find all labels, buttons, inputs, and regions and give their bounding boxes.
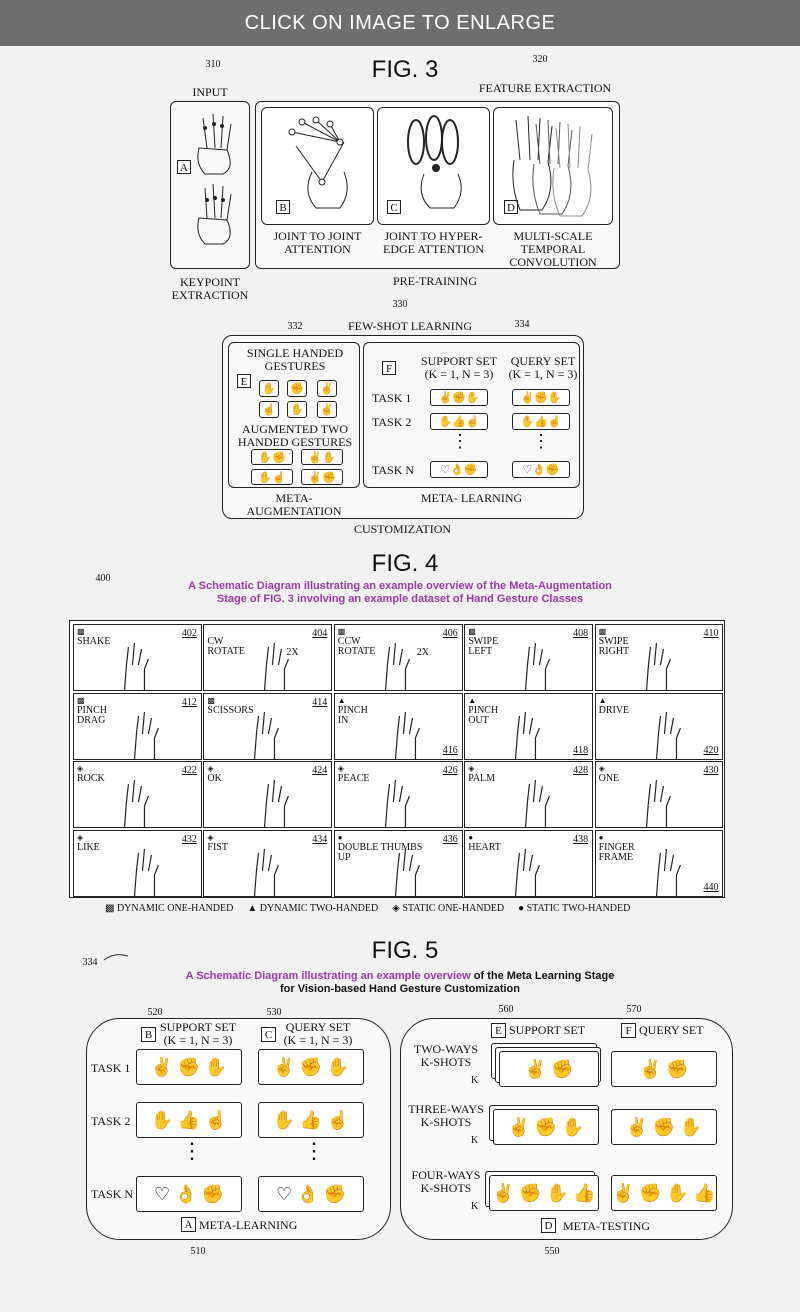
ref-510: 510 (190, 1246, 206, 1257)
gesture-ref-number: 440 (703, 881, 719, 893)
gesture-name: PINCH OUT (468, 704, 499, 726)
tag-a: A (181, 1217, 196, 1232)
gesture-cell (464, 830, 593, 897)
ref-560: 560 (498, 1004, 514, 1015)
query-row-task2: ✋ 👍 ☝ (258, 1102, 364, 1138)
gesture-ref-number: 428 (573, 765, 589, 777)
gesture-cell (334, 830, 463, 897)
ref-320: 320 (532, 54, 548, 65)
ref-310: 310 (205, 59, 221, 70)
task-2-label: TASK 2 (372, 415, 412, 429)
joint-attention-box (261, 107, 374, 225)
gesture-type-marker: ▩ (468, 627, 476, 636)
query-three-ways: ✌ ✊ ✋ (611, 1109, 717, 1145)
three-ways-label: THREE-WAYS K-SHOTS (408, 1102, 484, 1129)
hand-gesture-sketch (74, 625, 202, 691)
task-n-label: TASK N (91, 1187, 134, 1201)
hand-gesture-sketch (596, 625, 724, 691)
legend-dynamic-two-handed: ▲ DYNAMIC TWO-HANDED (247, 903, 379, 914)
gesture-type-marker: ▩ (598, 627, 607, 636)
tag-e: E (237, 374, 251, 388)
query-row: ✌✊✋ (512, 389, 570, 406)
single-handed-label: SINGLE HANDED GESTURES (246, 346, 344, 373)
support-row-task2: ✋ 👍 ☝ (136, 1102, 242, 1138)
ref-330: 330 (392, 299, 408, 310)
gesture-cell (464, 624, 593, 691)
gesture-icon: ✋ (287, 401, 307, 418)
gesture-icon: ☝ (259, 401, 279, 418)
input-panel (170, 101, 250, 269)
task-1-label: TASK 1 (91, 1061, 131, 1075)
meta-learning-label: META- LEARNING (420, 491, 523, 505)
query-row: ✋👍☝ (512, 413, 570, 430)
temporal-convolution-label: MULTI-SCALE TEMPORAL CONVOLUTION (509, 229, 597, 269)
gesture-name: DRIVE (598, 704, 630, 716)
gesture-name: LIKE (77, 841, 100, 853)
ref-arrow-icon (102, 950, 132, 964)
feature-extraction-label: FEATURE EXTRACTION (478, 81, 612, 95)
tag-b: B (141, 1027, 156, 1042)
task-1-label: TASK 1 (372, 391, 412, 405)
gesture-ref-number: 424 (312, 765, 328, 777)
gesture-icon: ✊ (287, 380, 307, 397)
gesture-type-marker: ▩ (207, 695, 215, 705)
enlarge-banner[interactable]: CLICK ON IMAGE TO ENLARGE (0, 0, 800, 46)
query-row-task1: ✌ ✊ ✋ (258, 1049, 364, 1085)
hand-gesture-sketch (74, 831, 202, 897)
ref-334-fig3: 334 (514, 319, 530, 330)
meta-testing-label: META-TESTING (563, 1219, 651, 1233)
gesture-ref-number: 426 (442, 765, 458, 777)
fig4-caption-line1: A Schematic Diagram illustrating an example overview of the Meta-Augmentation (188, 580, 612, 592)
gesture-ref-number: 406 (442, 628, 458, 639)
hand-gesture-sketch (204, 831, 332, 897)
gesture-type-marker: ◈ (598, 764, 605, 774)
gesture-cell (595, 624, 724, 691)
gesture-name: HEART (468, 841, 501, 853)
query-four-ways: ✌ ✊ ✋ 👍 (611, 1175, 717, 1211)
support-row: ✌✊✋ (430, 389, 488, 406)
gesture-type-marker: ● (598, 832, 604, 842)
input-label: INPUT (192, 85, 228, 99)
gesture-cell (73, 830, 202, 897)
hand-gesture-sketch (335, 762, 463, 828)
gesture-ref-number: 412 (181, 696, 197, 708)
gesture-type-marker: ◈ (207, 764, 214, 774)
gesture-name: ONE (598, 773, 620, 785)
query-set-label: QUERY SET (K = 1, N = 3) (283, 1020, 353, 1047)
ellipsis: ⋮ (532, 431, 550, 451)
gesture-ref-number: 404 (312, 628, 328, 639)
support-set-header: SUPPORT SET (509, 1023, 586, 1037)
task-2-label: TASK 2 (91, 1114, 131, 1128)
tag-d: D (504, 200, 518, 214)
fig4-title: FIG. 4 (371, 550, 439, 577)
meta-testing-panel (400, 1018, 733, 1240)
gesture-name: OK (207, 773, 222, 785)
four-ways-label: FOUR-WAYS K-SHOTS (411, 1168, 481, 1195)
gesture-ref-number: 402 (181, 628, 197, 639)
support-four-ways: ✌ ✊ ✋ 👍 (489, 1175, 599, 1211)
gesture-cell (595, 830, 724, 897)
hand-gesture-sketch (465, 694, 593, 760)
hand-gesture-sketch (204, 694, 332, 760)
gesture-cell (73, 693, 202, 760)
support-three-ways: ✌ ✊ ✋ (493, 1109, 599, 1145)
gesture-cell (464, 693, 593, 760)
fig5-title: FIG. 5 (371, 937, 439, 964)
pretraining-label: PRE-TRAINING (393, 274, 477, 288)
gesture-name: SWIPE LEFT (468, 636, 499, 657)
support-row: ♡👌✊ (430, 461, 488, 478)
legend-dynamic-one-handed: ▩ DYNAMIC ONE-HANDED (105, 903, 234, 914)
hand-gesture-sketch (335, 694, 463, 760)
gesture-cell (203, 761, 332, 828)
ref-332: 332 (287, 321, 303, 332)
repeat-count-label: 2X (416, 647, 430, 658)
query-two-ways: ✌ ✊ (611, 1051, 717, 1087)
hand-gesture-sketch (335, 625, 463, 691)
ref-334: 334 (82, 957, 98, 968)
gesture-name: FIST (207, 841, 228, 853)
legend-static-two-handed: ● STATIC TWO-HANDED (518, 903, 631, 914)
gesture-grid (69, 620, 725, 898)
gesture-name: PINCH DRAG (77, 704, 108, 726)
augmented-label: AUGMENTED TWO HANDED GESTURES (237, 422, 353, 449)
gesture-cell (203, 830, 332, 897)
gesture-pair-icon: ✌✋ (301, 449, 343, 465)
hand-gesture-sketch (596, 831, 724, 897)
gesture-type-marker: ▩ (77, 627, 85, 636)
meta-augmentation-label: META- AUGMENTATION (246, 491, 342, 518)
few-shot-panel (222, 335, 584, 519)
gesture-ref-number: 410 (703, 628, 719, 639)
gesture-cell (203, 624, 332, 691)
two-ways-label: TWO-WAYS K-SHOTS (413, 1042, 479, 1069)
fig5-caption-line1: A Schematic Diagram illustrating an example overview of the Meta Learning Stage (185, 970, 615, 982)
gesture-name: PEACE (337, 773, 370, 785)
hand-gesture-sketch (596, 762, 724, 828)
hand-gesture-sketch (335, 831, 463, 897)
support-two-ways: ✌ ✊ (499, 1051, 599, 1087)
ref-550: 550 (544, 1246, 560, 1257)
support-row-taskn: ♡ 👌 ✊ (136, 1176, 242, 1212)
fig3-title: FIG. 3 (371, 56, 439, 83)
gesture-name: CCW ROTATE (337, 636, 376, 657)
ref-570: 570 (626, 1004, 642, 1015)
temporal-convolution-box (493, 107, 613, 225)
tag-b: B (276, 200, 290, 214)
gesture-name: PINCH IN (337, 704, 368, 726)
gesture-ref-number: 408 (573, 628, 589, 639)
gesture-name: SWIPE RIGHT (598, 636, 630, 657)
meta-learning-label: META-LEARNING (199, 1218, 298, 1232)
gesture-cell (203, 693, 332, 760)
tag-f: F (382, 361, 396, 375)
gesture-type-marker: ◈ (77, 832, 84, 842)
gesture-pair-icon: ✋✊ (251, 449, 293, 465)
gesture-ref-number: 422 (181, 765, 197, 777)
gesture-type-marker: ● (337, 832, 343, 842)
ellipsis: ⋮ (181, 1138, 203, 1163)
gesture-ref-number: 416 (442, 744, 458, 756)
tag-c: C (261, 1027, 276, 1042)
multiscale-hands-illustration (506, 110, 606, 220)
joint-graph-illustration (282, 112, 362, 212)
gesture-ref-number: 432 (181, 833, 197, 845)
hyperedge-attention-box (377, 107, 490, 225)
gesture-ref-number: 420 (703, 744, 719, 756)
hand-gesture-sketch (465, 762, 593, 828)
gesture-ref-number: 434 (312, 833, 328, 845)
tag-a: A (177, 160, 191, 174)
gesture-type-marker: ◈ (77, 764, 84, 774)
gesture-type-marker: ▩ (77, 695, 85, 705)
gesture-cell (73, 761, 202, 828)
gesture-name: PALM (468, 773, 496, 785)
gesture-ref-number: 418 (573, 744, 589, 756)
meta-augmentation-box (228, 342, 360, 488)
query-set-label: QUERY SET (K = 1, N = 3) (508, 354, 578, 381)
tag-c: C (387, 200, 401, 214)
few-shot-label: FEW-SHOT LEARNING (347, 319, 473, 333)
ref-530: 530 (266, 1007, 282, 1018)
gesture-name: SHAKE (77, 636, 111, 647)
fig4-caption-line2: Stage of FIG. 3 involving an example dataset of Hand Gesture Classes (216, 593, 584, 605)
ellipsis: ⋮ (303, 1138, 325, 1163)
gesture-ref-number: 414 (312, 696, 328, 708)
gesture-type-marker: ◈ (337, 764, 344, 774)
query-set-header: QUERY SET (639, 1023, 704, 1037)
gesture-type-marker: ▲ (337, 695, 346, 705)
support-row: ✋👍☝ (430, 413, 488, 430)
k-label: K (471, 1201, 479, 1212)
task-n-label: TASK N (372, 463, 415, 477)
support-set-label: SUPPORT SET (K = 1, N = 3) (420, 354, 498, 381)
support-set-label: SUPPORT SET (K = 1, N = 3) (159, 1020, 237, 1047)
gesture-cell (334, 761, 463, 828)
ellipsis: ⋮ (451, 431, 469, 451)
gesture-type-marker: ▩ (337, 627, 346, 636)
tag-d: D (541, 1218, 556, 1233)
hand-gesture-sketch (74, 694, 202, 760)
pretraining-panel (255, 101, 620, 269)
gesture-type-marker: ▲ (598, 695, 607, 705)
gesture-cell (595, 693, 724, 760)
gesture-icon: ✌ (317, 401, 337, 418)
hand-gesture-sketch (74, 762, 202, 828)
hand-gesture-sketch (465, 831, 593, 897)
gesture-legend (105, 903, 705, 914)
joint-attention-label: JOINT TO JOINT ATTENTION (273, 229, 362, 256)
legend-static-one-handed: ◈ STATIC ONE-HANDED (392, 903, 505, 914)
support-row-task1: ✌ ✊ ✋ (136, 1049, 242, 1085)
gesture-pair-icon: ✋☝ (251, 469, 293, 485)
hand-gesture-sketch (204, 625, 332, 691)
hand-gesture-sketch (596, 694, 724, 760)
gesture-name: FINGER FRAME (598, 841, 635, 863)
ref-520: 520 (147, 1007, 163, 1018)
gesture-icon: ✌ (317, 380, 337, 397)
gesture-type-marker: ◈ (468, 764, 475, 774)
gesture-cell (464, 761, 593, 828)
gesture-cell (73, 624, 202, 691)
gesture-name: SCISSORS (207, 704, 254, 716)
repeat-count-label: 2X (286, 647, 299, 658)
k-label: K (471, 1135, 479, 1146)
tag-e: E (491, 1023, 506, 1038)
query-row-taskn: ♡ 👌 ✊ (258, 1176, 364, 1212)
gesture-name: ROCK (77, 773, 105, 785)
gesture-cell (334, 693, 463, 760)
gesture-type-marker: ● (468, 832, 474, 842)
meta-learning-box (363, 342, 580, 488)
gesture-ref-number: 430 (703, 765, 719, 777)
keypoint-extraction-label: KEYPOINT EXTRACTION (171, 275, 249, 302)
meta-learning-panel (86, 1018, 391, 1240)
gesture-cell (595, 761, 724, 828)
gesture-ref-number: 438 (573, 833, 589, 845)
hyperedge-illustration (396, 112, 476, 212)
fig5-caption-line2: for Vision-based Hand Gesture Customization (280, 983, 520, 995)
input-hands-illustration (183, 108, 243, 264)
hyperedge-attention-label: JOINT TO HYPER- EDGE ATTENTION (383, 229, 484, 256)
query-row: ♡👌✊ (512, 461, 570, 478)
ref-400: 400 (95, 573, 111, 584)
hand-gesture-sketch (204, 762, 332, 828)
gesture-name: CW ROTATE (207, 636, 245, 657)
gesture-type-marker: ▲ (468, 695, 477, 705)
gesture-ref-number: 436 (442, 833, 458, 845)
hand-gesture-sketch (465, 625, 593, 691)
customization-label: CUSTOMIZATION (353, 522, 452, 536)
gesture-pair-icon: ✌✊ (301, 469, 343, 485)
gesture-icon: ✋ (259, 380, 279, 397)
gesture-type-marker: ◈ (207, 832, 214, 842)
tag-f: F (621, 1023, 636, 1038)
k-label: K (471, 1075, 479, 1086)
gesture-cell (334, 624, 463, 691)
gesture-name: DOUBLE THUMBS UP (337, 841, 423, 863)
